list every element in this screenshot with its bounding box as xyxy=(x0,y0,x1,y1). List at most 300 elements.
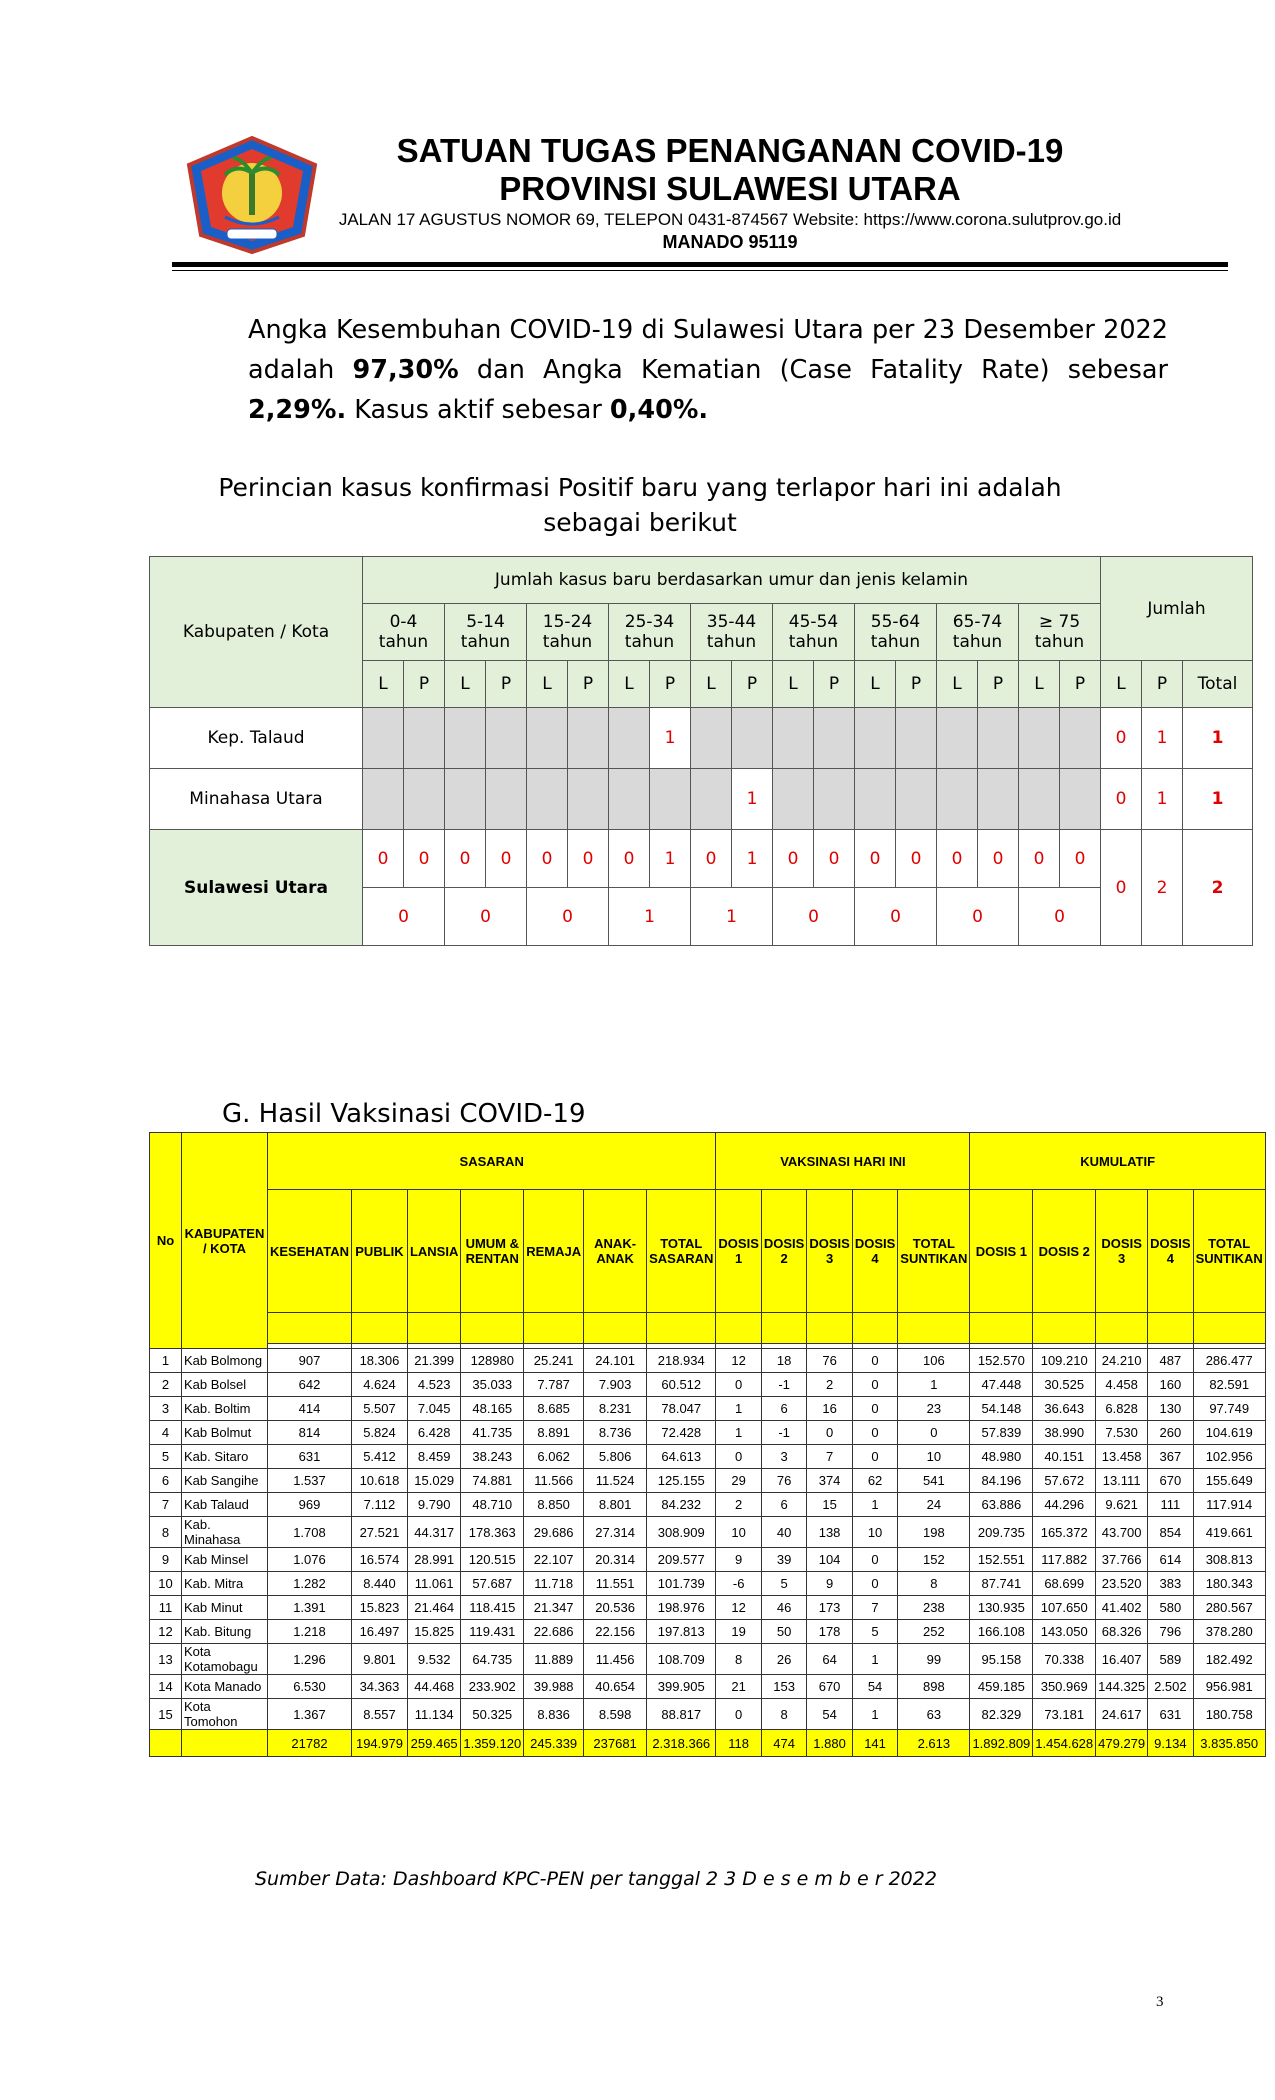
header-spacer-cell xyxy=(716,1313,761,1344)
intro-text: Angka Kesembuhan COVID-19 di Sulawesi Utara per 23 Desember 2022 adalah xyxy=(248,315,1168,385)
total-sex-cell: 1 xyxy=(732,830,773,888)
total-sex-cell: 0 xyxy=(527,830,568,888)
header-spacer-cell xyxy=(898,1313,970,1344)
value-cell: 104.619 xyxy=(1193,1421,1265,1445)
age-range: 35-44 xyxy=(706,612,757,632)
total-age-cell: 0 xyxy=(527,888,609,946)
value-cell: 0 xyxy=(852,1572,897,1596)
row-number: 15 xyxy=(150,1699,182,1730)
value-cell: 60.512 xyxy=(647,1373,716,1397)
value-cell: 4.523 xyxy=(407,1373,460,1397)
value-cell: 11.889 xyxy=(524,1644,584,1675)
age-group-label xyxy=(1019,604,1101,661)
vaks-hari-ini-header: VAKSINASI HARI INI xyxy=(716,1133,970,1190)
row-number: 10 xyxy=(150,1572,182,1596)
hari-col-header: TOTAL SUNTIKAN xyxy=(898,1190,970,1313)
case-cell xyxy=(568,769,609,830)
value-cell: 95.158 xyxy=(970,1644,1033,1675)
total-age-cell: 0 xyxy=(445,888,527,946)
value-cell: 50.325 xyxy=(461,1699,524,1730)
value-cell: 670 xyxy=(807,1675,852,1699)
sex-p-header: P xyxy=(1060,661,1101,708)
value-cell: 8.685 xyxy=(524,1397,584,1421)
value-cell: 6.062 xyxy=(524,1445,584,1469)
kab-header: KABUPATEN / KOTA xyxy=(182,1133,268,1349)
age-range: 15-24 xyxy=(542,612,593,632)
value-cell: 374 xyxy=(807,1469,852,1493)
value-cell: 37.766 xyxy=(1096,1548,1148,1572)
row-number: 3 xyxy=(150,1397,182,1421)
sasaran-col-header: PUBLIK xyxy=(351,1190,407,1313)
kum-col-header: DOSIS 2 xyxy=(1033,1190,1096,1313)
value-cell: 111 xyxy=(1148,1493,1193,1517)
value-cell: 16.574 xyxy=(351,1548,407,1572)
kab-name: Kab. Boltim xyxy=(182,1397,268,1421)
value-cell: 6 xyxy=(761,1493,806,1517)
row-number: 2 xyxy=(150,1373,182,1397)
header-spacer-cell xyxy=(970,1313,1033,1344)
total-cell: 1.880 xyxy=(807,1730,852,1757)
table-row xyxy=(150,1493,1266,1517)
value-cell: 22.156 xyxy=(584,1620,647,1644)
provincial-seal-icon xyxy=(185,135,320,255)
value-cell: 7 xyxy=(852,1596,897,1620)
sasaran-col-header: LANSIA xyxy=(407,1190,460,1313)
value-cell: 143.050 xyxy=(1033,1620,1096,1644)
case-cell xyxy=(609,769,650,830)
value-cell: 1.296 xyxy=(268,1644,352,1675)
value-cell: 13.458 xyxy=(1096,1445,1148,1469)
value-cell: 97.749 xyxy=(1193,1397,1265,1421)
value-cell: 631 xyxy=(268,1445,352,1469)
value-cell: 57.672 xyxy=(1033,1469,1096,1493)
value-cell: 24.101 xyxy=(584,1349,647,1373)
value-cell: 3 xyxy=(761,1445,806,1469)
case-cell xyxy=(527,769,568,830)
value-cell: 10 xyxy=(898,1445,970,1469)
value-cell: 5.412 xyxy=(351,1445,407,1469)
value-cell: 20.536 xyxy=(584,1596,647,1620)
value-cell: 1 xyxy=(898,1373,970,1397)
value-cell: 138 xyxy=(807,1517,852,1548)
value-cell: 487 xyxy=(1148,1349,1193,1373)
kab-name: Kab Bolmong xyxy=(182,1349,268,1373)
value-cell: 5.806 xyxy=(584,1445,647,1469)
value-cell: 0 xyxy=(716,1373,761,1397)
value-cell: 8.836 xyxy=(524,1699,584,1730)
value-cell: 414 xyxy=(268,1397,352,1421)
value-cell: -1 xyxy=(761,1421,806,1445)
case-cell: 1 xyxy=(732,769,773,830)
value-cell: 13.111 xyxy=(1096,1469,1148,1493)
value-cell: 4.624 xyxy=(351,1373,407,1397)
value-cell: 10 xyxy=(852,1517,897,1548)
value-cell: 130.935 xyxy=(970,1596,1033,1620)
table-row xyxy=(150,1620,1266,1644)
value-cell: 21.347 xyxy=(524,1596,584,1620)
kum-col-header: DOSIS 3 xyxy=(1096,1190,1148,1313)
jumlah-l: 0 xyxy=(1101,708,1142,769)
value-cell: 9.790 xyxy=(407,1493,460,1517)
kab-name: Kota Manado xyxy=(182,1675,268,1699)
value-cell: 8.557 xyxy=(351,1699,407,1730)
case-cell xyxy=(404,708,445,769)
case-cell xyxy=(978,708,1019,769)
value-cell: 1.391 xyxy=(268,1596,352,1620)
letterhead-city: MANADO 95119 xyxy=(662,232,798,252)
value-cell: 1 xyxy=(716,1397,761,1421)
value-cell: 1.367 xyxy=(268,1699,352,1730)
value-cell: 541 xyxy=(898,1469,970,1493)
age-range: 65-74 xyxy=(952,612,1003,632)
table-row xyxy=(150,1397,1266,1421)
hari-col-header: DOSIS 2 xyxy=(761,1190,806,1313)
header-row xyxy=(150,557,1253,604)
header-spacer-cell xyxy=(1148,1313,1193,1344)
age-unit: tahun xyxy=(1034,632,1085,652)
value-cell: 40.151 xyxy=(1033,1445,1096,1469)
sasaran-col-header: ANAK-ANAK xyxy=(584,1190,647,1313)
header-spacer-cell xyxy=(1193,1313,1265,1344)
total-sex-cell: 0 xyxy=(363,830,404,888)
header-spacer-cell xyxy=(524,1313,584,1344)
total-age-cell: 0 xyxy=(855,888,937,946)
value-cell: 350.969 xyxy=(1033,1675,1096,1699)
value-cell: 907 xyxy=(268,1349,352,1373)
value-cell: 0 xyxy=(852,1373,897,1397)
value-cell: 23.520 xyxy=(1096,1572,1148,1596)
value-cell: 173 xyxy=(807,1596,852,1620)
age-unit: tahun xyxy=(624,632,675,652)
total-age-cell: 0 xyxy=(937,888,1019,946)
case-cell xyxy=(855,708,896,769)
jumlah-header: Jumlah xyxy=(1101,557,1253,661)
row-number: 5 xyxy=(150,1445,182,1469)
sex-l-header: L xyxy=(773,661,814,708)
total-age-cell: 1 xyxy=(609,888,691,946)
case-cell xyxy=(568,708,609,769)
sex-p-header: P xyxy=(486,661,527,708)
kab-name: Kab. Bitung xyxy=(182,1620,268,1644)
value-cell: 82.591 xyxy=(1193,1373,1265,1397)
kab-name: Kab. Minahasa xyxy=(182,1517,268,1548)
age-group-label xyxy=(773,604,855,661)
total-cell xyxy=(182,1730,268,1757)
total-cell: 245.339 xyxy=(524,1730,584,1757)
value-cell: 459.185 xyxy=(970,1675,1033,1699)
total-cell: 2.318.366 xyxy=(647,1730,716,1757)
value-cell: 8.231 xyxy=(584,1397,647,1421)
value-cell: 27.521 xyxy=(351,1517,407,1548)
total-sex-cell: 0 xyxy=(937,830,978,888)
value-cell: 117.882 xyxy=(1033,1548,1096,1572)
value-cell: 6.428 xyxy=(407,1421,460,1445)
case-cell xyxy=(445,708,486,769)
case-cell xyxy=(609,708,650,769)
page-number: 3 xyxy=(1156,1994,1164,2010)
kab-name: Kab. Sitaro xyxy=(182,1445,268,1469)
jumlah-total: 1 xyxy=(1183,769,1253,830)
sex-p-header: P xyxy=(814,661,855,708)
value-cell: 0 xyxy=(852,1548,897,1572)
value-cell: 64.613 xyxy=(647,1445,716,1469)
value-cell: 209.735 xyxy=(970,1517,1033,1548)
value-cell: 48.710 xyxy=(461,1493,524,1517)
kum-col-header: DOSIS 1 xyxy=(970,1190,1033,1313)
value-cell: 118.415 xyxy=(461,1596,524,1620)
value-cell: 35.033 xyxy=(461,1373,524,1397)
sasaran-col-header: TOTAL SASARAN xyxy=(647,1190,716,1313)
sex-p-header: P xyxy=(404,661,445,708)
case-cell xyxy=(896,708,937,769)
sex-l-header: L xyxy=(609,661,650,708)
value-cell: 10.618 xyxy=(351,1469,407,1493)
value-cell: 8 xyxy=(716,1644,761,1675)
total-cell: 118 xyxy=(716,1730,761,1757)
case-cell xyxy=(650,769,691,830)
age-range: 45-54 xyxy=(788,612,839,632)
case-cell: 1 xyxy=(650,708,691,769)
value-cell: 614 xyxy=(1148,1548,1193,1572)
total-age-cell: 0 xyxy=(363,888,445,946)
case-table-caption xyxy=(160,470,1120,540)
table-row xyxy=(150,1469,1266,1493)
age-range: 5-14 xyxy=(466,612,505,632)
value-cell: 34.363 xyxy=(351,1675,407,1699)
age-group-label xyxy=(445,604,527,661)
value-cell: 9.532 xyxy=(407,1644,460,1675)
sex-l-header: L xyxy=(691,661,732,708)
total-cell: 2.613 xyxy=(898,1730,970,1757)
value-cell: 73.181 xyxy=(1033,1699,1096,1730)
header-spacer-cell xyxy=(807,1313,852,1344)
value-cell: 43.700 xyxy=(1096,1517,1148,1548)
header-spacer-cell xyxy=(461,1313,524,1344)
value-cell: 0 xyxy=(716,1699,761,1730)
kab-name: Kab Bolmut xyxy=(182,1421,268,1445)
kab-header: Kabupaten / Kota xyxy=(150,557,363,708)
case-cell xyxy=(814,769,855,830)
value-cell: 104 xyxy=(807,1548,852,1572)
value-cell: 419.661 xyxy=(1193,1517,1265,1548)
value-cell: 8.459 xyxy=(407,1445,460,1469)
value-cell: 209.577 xyxy=(647,1548,716,1572)
table-row xyxy=(150,708,1253,769)
header-spacer-cell xyxy=(761,1313,806,1344)
table-row xyxy=(150,1373,1266,1397)
value-cell: 166.108 xyxy=(970,1620,1033,1644)
value-cell: 63.886 xyxy=(970,1493,1033,1517)
header-row xyxy=(150,1133,1266,1190)
table-row xyxy=(150,1445,1266,1469)
province-name: Sulawesi Utara xyxy=(150,830,363,946)
value-cell: 1 xyxy=(852,1644,897,1675)
kab-name: Kab Sangihe xyxy=(182,1469,268,1493)
value-cell: 64.735 xyxy=(461,1644,524,1675)
value-cell: 24.617 xyxy=(1096,1699,1148,1730)
sex-l-header: L xyxy=(1019,661,1060,708)
value-cell: 128980 xyxy=(461,1349,524,1373)
total-age-cell: 1 xyxy=(691,888,773,946)
total-sex-cell: 0 xyxy=(855,830,896,888)
header-spacer-cell xyxy=(1033,1313,1096,1344)
value-cell: 25.241 xyxy=(524,1349,584,1373)
case-cell xyxy=(773,708,814,769)
total-age-cell: 0 xyxy=(773,888,855,946)
total-cell: 1.359.120 xyxy=(461,1730,524,1757)
case-cell xyxy=(404,769,445,830)
total-cell xyxy=(150,1730,182,1757)
value-cell: 29 xyxy=(716,1469,761,1493)
value-cell: 11.566 xyxy=(524,1469,584,1493)
case-cell xyxy=(1060,769,1101,830)
age-group-label xyxy=(363,604,445,661)
value-cell: 20.314 xyxy=(584,1548,647,1572)
case-cell xyxy=(937,708,978,769)
caption-line: sebagai berikut xyxy=(543,508,737,537)
case-cell xyxy=(363,769,404,830)
value-cell: 10 xyxy=(716,1517,761,1548)
new-cases-table xyxy=(149,556,1253,946)
hari-col-header: DOSIS 3 xyxy=(807,1190,852,1313)
value-cell: 1 xyxy=(852,1493,897,1517)
value-cell: 6.828 xyxy=(1096,1397,1148,1421)
sasaran-col-header: UMUM & RENTAN xyxy=(461,1190,524,1313)
total-row xyxy=(150,1730,1266,1757)
value-cell: 8.850 xyxy=(524,1493,584,1517)
header-spacer-cell xyxy=(351,1313,407,1344)
row-number: 8 xyxy=(150,1517,182,1548)
age-group-label xyxy=(609,604,691,661)
value-cell: 589 xyxy=(1148,1644,1193,1675)
jumlah-l: 0 xyxy=(1101,769,1142,830)
header-spacer-cell xyxy=(647,1313,716,1344)
value-cell: 54 xyxy=(807,1699,852,1730)
value-cell: 580 xyxy=(1148,1596,1193,1620)
age-group-label xyxy=(691,604,773,661)
age-unit: tahun xyxy=(870,632,921,652)
intro-text: dan Angka Kematian (Case Fatality Rate) sebesar xyxy=(458,355,1168,385)
value-cell: 5 xyxy=(761,1572,806,1596)
kab-name: Minahasa Utara xyxy=(150,769,363,830)
total-sex-cell: 0 xyxy=(568,830,609,888)
case-cell xyxy=(814,708,855,769)
value-cell: 46 xyxy=(761,1596,806,1620)
row-number: 7 xyxy=(150,1493,182,1517)
value-cell: 15.029 xyxy=(407,1469,460,1493)
value-cell: 82.329 xyxy=(970,1699,1033,1730)
value-cell: 47.448 xyxy=(970,1373,1033,1397)
case-cell xyxy=(937,769,978,830)
value-cell: 5.824 xyxy=(351,1421,407,1445)
kum-col-header: DOSIS 4 xyxy=(1148,1190,1193,1313)
table-row xyxy=(150,1675,1266,1699)
value-cell: 260 xyxy=(1148,1421,1193,1445)
jumlah-total-header: Total xyxy=(1183,661,1253,708)
total-jumlah-l: 0 xyxy=(1101,830,1142,946)
total-cell: 3.835.850 xyxy=(1193,1730,1265,1757)
sex-p-header: P xyxy=(650,661,691,708)
sex-p-header: P xyxy=(978,661,1019,708)
value-cell: 28.991 xyxy=(407,1548,460,1572)
value-cell: 74.881 xyxy=(461,1469,524,1493)
sex-p-header: P xyxy=(732,661,773,708)
table-row xyxy=(150,1421,1266,1445)
value-cell: 0 xyxy=(852,1349,897,1373)
total-cell: 1.454.628 xyxy=(1033,1730,1096,1757)
header-spacer-cell xyxy=(407,1313,460,1344)
header-spacer-cell xyxy=(584,1313,647,1344)
kab-name: Kab. Mitra xyxy=(182,1572,268,1596)
kab-name: Kab Minut xyxy=(182,1596,268,1620)
row-number: 13 xyxy=(150,1644,182,1675)
value-cell: 41.735 xyxy=(461,1421,524,1445)
value-cell: 78.047 xyxy=(647,1397,716,1421)
hari-col-header: DOSIS 1 xyxy=(716,1190,761,1313)
caption-line: Perincian kasus konfirmasi Positif baru yang terlapor hari ini adalah xyxy=(218,473,1062,502)
row-number: 1 xyxy=(150,1349,182,1373)
sex-p-header: P xyxy=(896,661,937,708)
total-sex-cell: 0 xyxy=(814,830,855,888)
value-cell: 969 xyxy=(268,1493,352,1517)
value-cell: 308.909 xyxy=(647,1517,716,1548)
sex-p-header: P xyxy=(568,661,609,708)
row-number: 14 xyxy=(150,1675,182,1699)
age-unit: tahun xyxy=(460,632,511,652)
value-cell: 29.686 xyxy=(524,1517,584,1548)
value-cell: 399.905 xyxy=(647,1675,716,1699)
case-cell xyxy=(486,708,527,769)
value-cell: 9 xyxy=(807,1572,852,1596)
total-sex-cell: 1 xyxy=(650,830,691,888)
value-cell: 64 xyxy=(807,1644,852,1675)
value-cell: 153 xyxy=(761,1675,806,1699)
kumulatif-header: KUMULATIF xyxy=(970,1133,1265,1190)
value-cell: 0 xyxy=(852,1445,897,1469)
value-cell: 11.524 xyxy=(584,1469,647,1493)
value-cell: 9.621 xyxy=(1096,1493,1148,1517)
value-cell: 4.458 xyxy=(1096,1373,1148,1397)
total-sex-cell: 0 xyxy=(691,830,732,888)
age-group-label xyxy=(527,604,609,661)
value-cell: 155.649 xyxy=(1193,1469,1265,1493)
age-unit: tahun xyxy=(378,632,429,652)
value-cell: 631 xyxy=(1148,1699,1193,1730)
value-cell: 88.817 xyxy=(647,1699,716,1730)
case-cell xyxy=(855,769,896,830)
value-cell: 63 xyxy=(898,1699,970,1730)
value-cell: 2 xyxy=(716,1493,761,1517)
value-cell: 7.530 xyxy=(1096,1421,1148,1445)
case-cell xyxy=(978,769,1019,830)
value-cell: 15.823 xyxy=(351,1596,407,1620)
value-cell: 99 xyxy=(898,1644,970,1675)
sasaran-col-header: REMAJA xyxy=(524,1190,584,1313)
value-cell: 1 xyxy=(716,1421,761,1445)
sasaran-col-header: KESEHATAN xyxy=(268,1190,352,1313)
total-sex-cell: 0 xyxy=(1019,830,1060,888)
value-cell: 12 xyxy=(716,1596,761,1620)
value-cell: 18 xyxy=(761,1349,806,1373)
table-row xyxy=(150,1644,1266,1675)
table-row xyxy=(150,1548,1266,1572)
total-cell: 9.134 xyxy=(1148,1730,1193,1757)
value-cell: 0 xyxy=(852,1397,897,1421)
letterhead-rule xyxy=(172,262,1228,267)
letterhead-subtitle: PROVINSI SULAWESI UTARA xyxy=(499,170,961,207)
sex-l-header: L xyxy=(527,661,568,708)
value-cell: 44.317 xyxy=(407,1517,460,1548)
